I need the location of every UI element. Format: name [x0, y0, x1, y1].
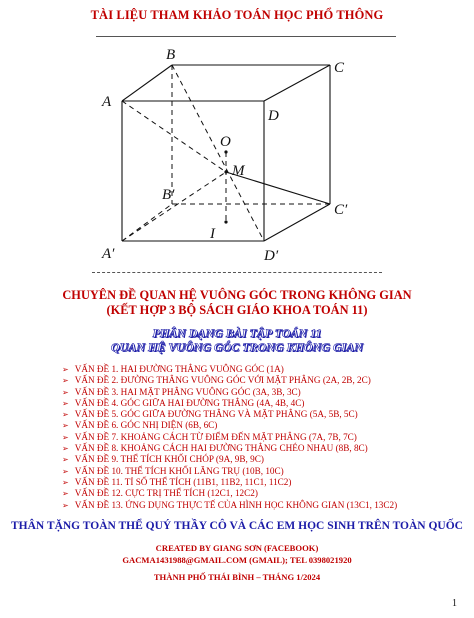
classification-line1: PHÂN DẠNG BÀI TẬP TOÁN 11 [152, 326, 322, 340]
label-B1: B′ [162, 187, 175, 203]
arrow-bullet-icon: ➢ [62, 455, 69, 465]
label-A: A [102, 94, 112, 110]
list-item: ➢ VẤN ĐỀ 2. ĐƯỜNG THẲNG VUÔNG GÓC VỚI MẶT PHẲNG (2A, 2B, 2C) [62, 375, 371, 386]
divider-dashed [92, 272, 382, 273]
cube-figure [96, 44, 376, 270]
topic-list [62, 364, 462, 511]
label-C: C [334, 60, 345, 76]
dedication: THÂN TẶNG TOÀN THỂ QUÝ THẦY CÔ VÀ CÁC EM HỌC SINH TRÊN TOÀN QUỐC [11, 520, 463, 532]
arrow-bullet-icon: ➢ [62, 398, 69, 408]
arrow-bullet-icon: ➢ [62, 500, 69, 510]
edge-AB [122, 65, 172, 101]
credits-author: CREATED BY GIANG SƠN (FACEBOOK) [155, 543, 319, 553]
point-M [224, 170, 227, 173]
list-item: ➢ VẤN ĐỀ 5. GÓC GIỮA ĐƯỜNG THẲNG VÀ MẶT PHẲNG (5A, 5B, 5C) [62, 409, 358, 420]
arrow-bullet-icon: ➢ [62, 477, 69, 487]
topic-title-line2: (KẾT HỢP 3 BỘ SÁCH GIÁO KHOA TOÁN 11) [106, 303, 368, 317]
credits [0, 542, 474, 566]
page-header: TÀI LIỆU THAM KHẢO TOÁN HỌC PHỔ THÔNG [90, 8, 384, 22]
topic-title [0, 288, 474, 318]
arrow-bullet-icon: ➢ [62, 421, 69, 431]
list-item: ➢ VẤN ĐỀ 10. THỂ TÍCH KHỐI LĂNG TRỤ (10B, 10C) [62, 465, 284, 476]
label-B: B [166, 47, 176, 63]
list-item: ➢ VẤN ĐỀ 6. GÓC NHỊ DIỆN (6B, 6C) [62, 420, 218, 431]
arrow-bullet-icon: ➢ [62, 387, 69, 397]
header-rule [96, 36, 396, 37]
list-item: ➢ VẤN ĐỀ 13. ỨNG DỤNG THỰC TẾ CỦA HÌNH HỌC KHÔNG GIAN (13C1, 13C2) [62, 499, 398, 510]
list-item: ➢ VẤN ĐỀ 12. CỰC TRỊ THỂ TÍCH (12C1, 12C2) [62, 488, 258, 499]
topic-title-line1: CHUYÊN ĐỀ QUAN HỆ VUÔNG GÓC TRONG KHÔNG GIAN [62, 288, 412, 302]
classification-line2: QUAN HỆ VUÔNG GÓC TRONG KHÔNG GIAN [110, 340, 364, 354]
point-I [224, 220, 227, 223]
list-item: ➢ VẤN ĐỀ 8. KHOẢNG CÁCH HAI ĐƯỜNG THẲNG CHÉO NHAU (8B, 8C) [62, 443, 368, 454]
segment-BD1 [172, 65, 264, 241]
list-item: ➢ VẤN ĐỀ 11. TỈ SỐ THỂ TÍCH (11B1, 11B2, 11C1, 11C2) [62, 476, 292, 487]
segment-AM [122, 101, 226, 172]
edge-D1C1 [264, 204, 330, 241]
list-item: ➢ VẤN ĐỀ 4. GÓC GIỮA HAI ĐƯỜNG THẲNG (4A, 4B, 4C) [62, 397, 305, 408]
label-I: I [210, 226, 215, 242]
arrow-bullet-icon: ➢ [62, 466, 69, 476]
label-A1: A′ [102, 246, 115, 262]
arrow-bullet-icon: ➢ [62, 489, 69, 499]
label-D1: D′ [264, 248, 279, 264]
list-item: ➢ VẤN ĐỀ 7. KHOẢNG CÁCH TỪ ĐIỂM ĐẾN MẶT PHẲNG (7A, 7B, 7C) [62, 431, 357, 442]
label-C1: C′ [334, 202, 348, 218]
arrow-bullet-icon: ➢ [62, 444, 69, 454]
arrow-bullet-icon: ➢ [62, 432, 69, 442]
cube-diagram [96, 44, 376, 270]
place-date: THÀNH PHỐ THÁI BÌNH – THÁNG 1/2024 [153, 572, 321, 582]
list-item: ➢ VẤN ĐỀ 3. HAI MẶT PHẲNG VUÔNG GÓC (3A, 3B, 3C) [62, 386, 301, 397]
arrow-bullet-icon: ➢ [62, 365, 69, 374]
list-item: ➢ VẤN ĐỀ 9. THỂ TÍCH KHỐI CHÓP (9A, 9B, 9C) [62, 454, 264, 465]
credits-contact: GACMA1431988@GMAIL.COM (GMAIL); TEL 0398021920 [122, 555, 352, 565]
label-O: O [220, 134, 231, 150]
list-item: ➢ VẤN ĐỀ 1. HAI ĐƯỜNG THẲNG VUÔNG GÓC (1A) [62, 364, 284, 374]
point-O [224, 150, 227, 153]
classification-heading [0, 326, 474, 354]
label-D: D [268, 108, 279, 124]
arrow-bullet-icon: ➢ [62, 410, 69, 420]
edge-CD [264, 65, 330, 101]
arrow-bullet-icon: ➢ [62, 376, 69, 386]
label-M: M [232, 163, 245, 179]
page-number: 1 [452, 598, 457, 609]
